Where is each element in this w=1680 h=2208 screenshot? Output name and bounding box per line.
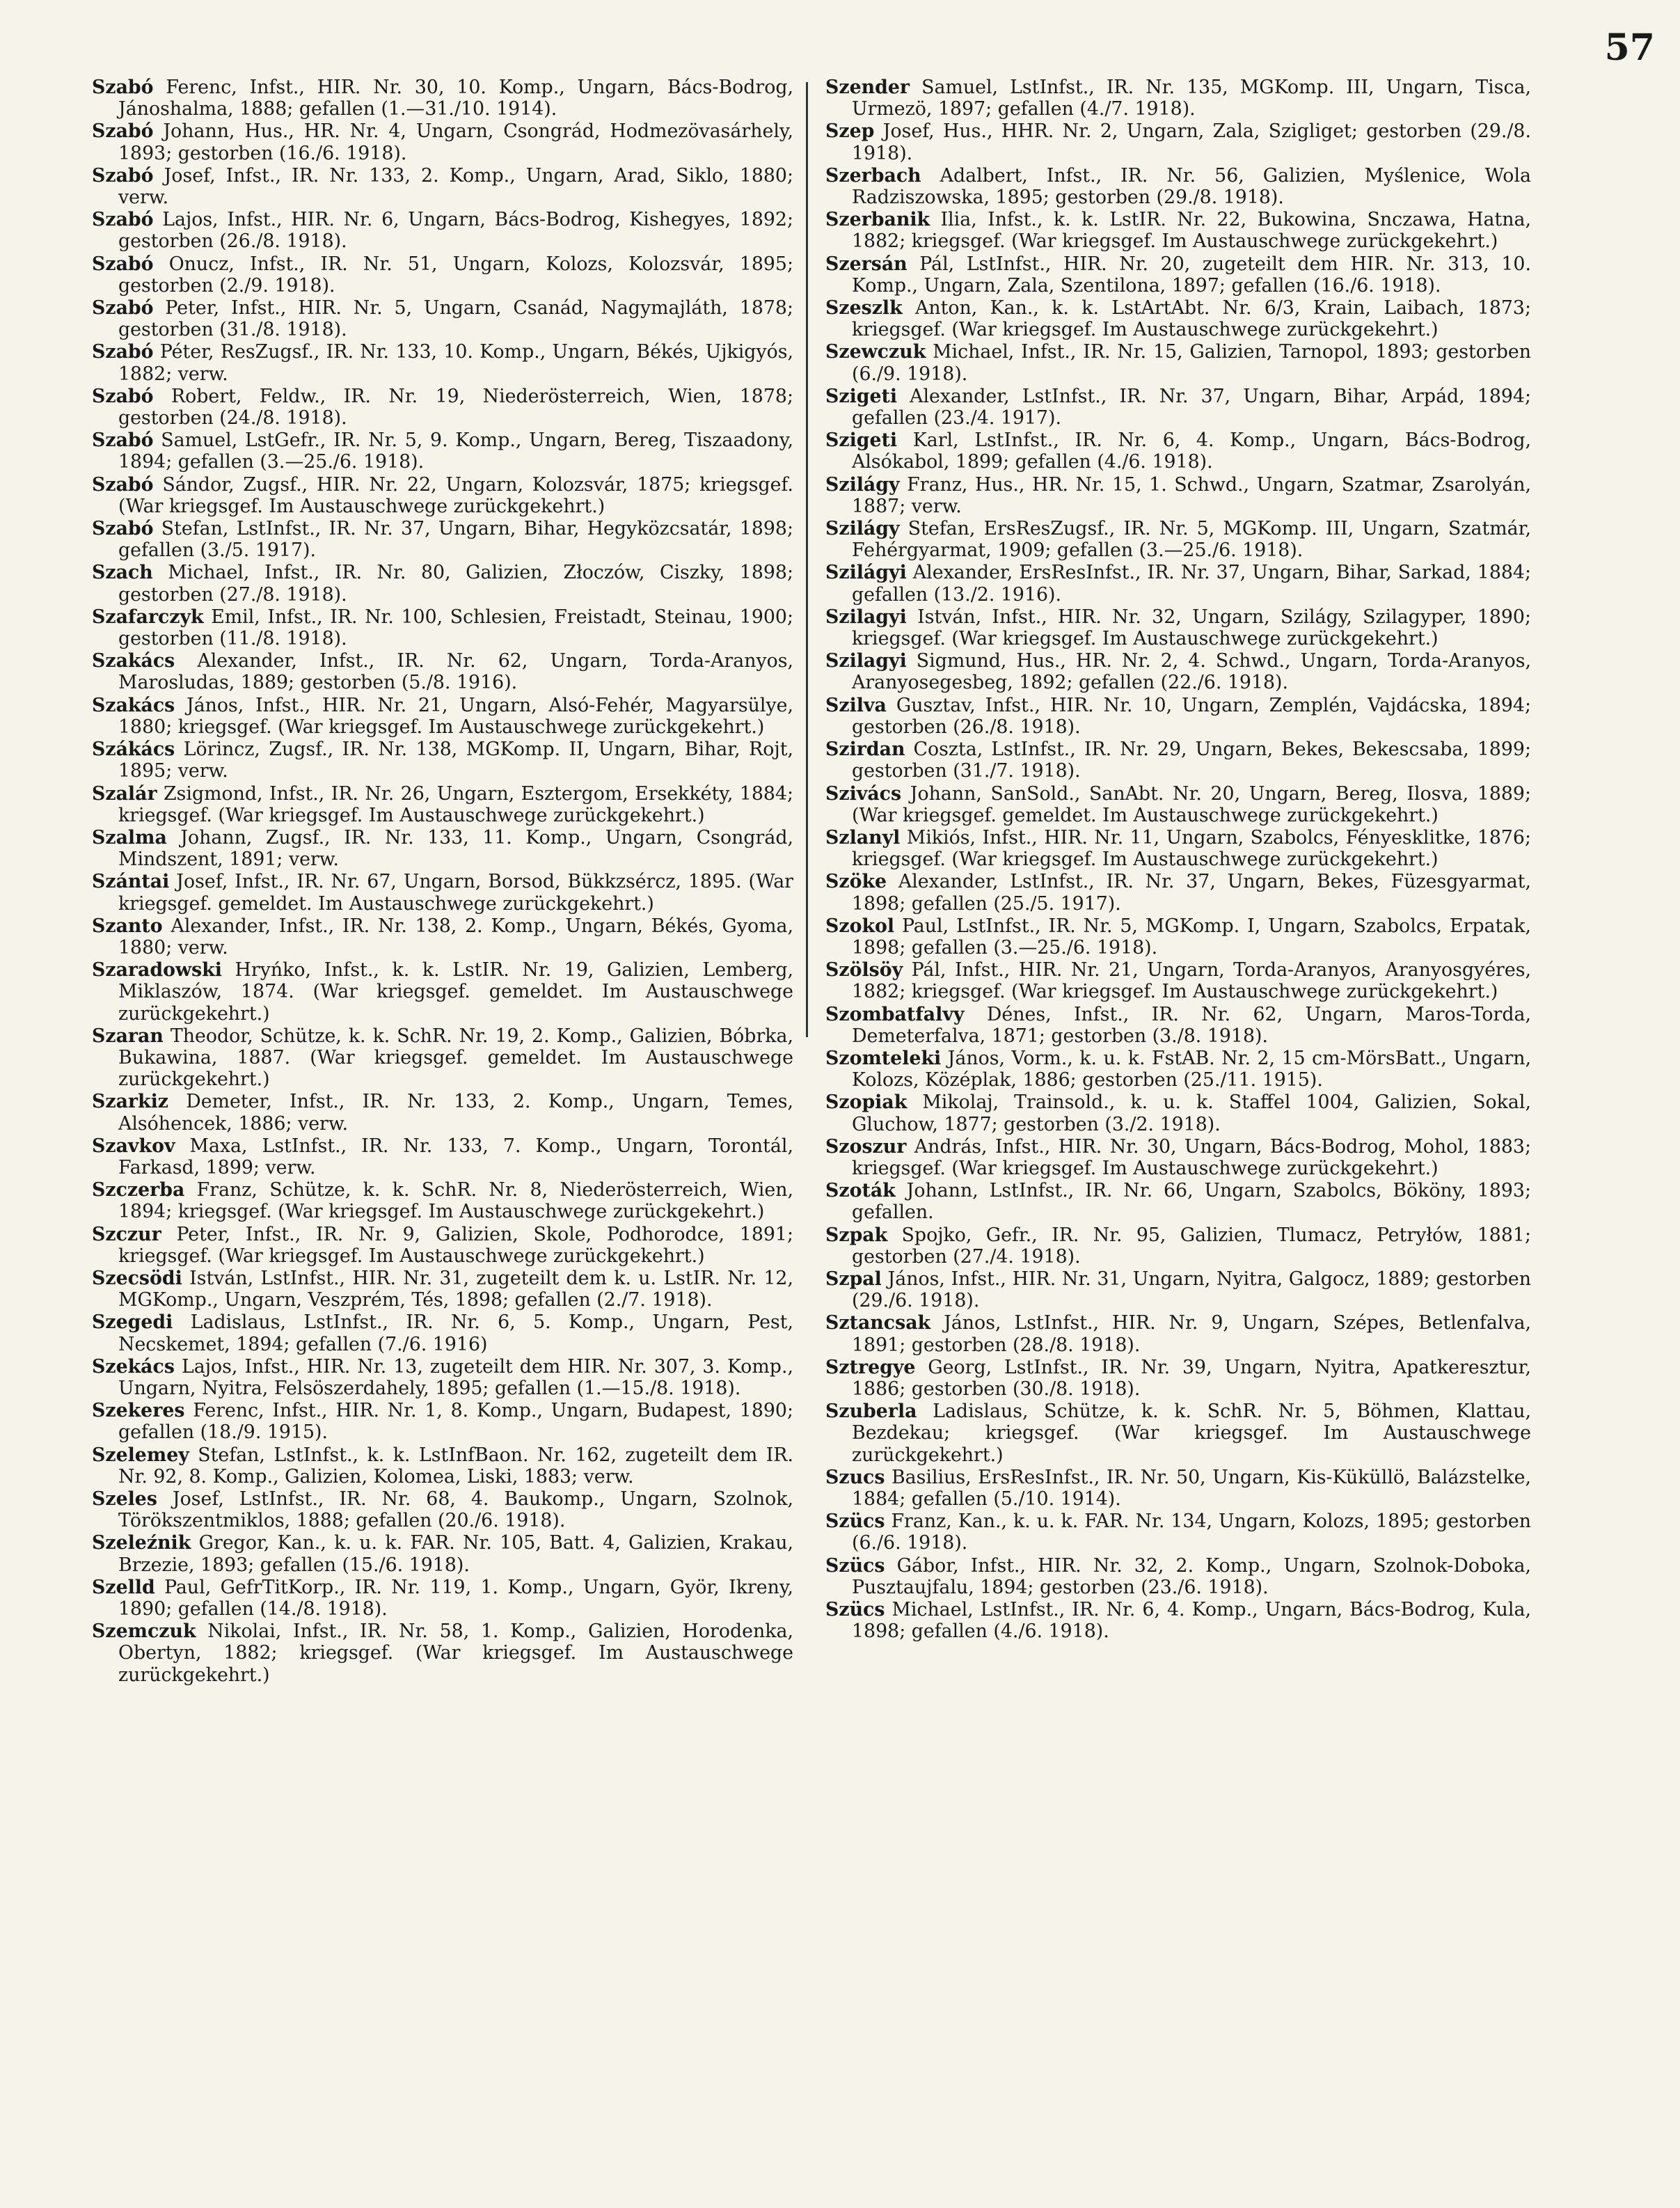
entry-surname: Szach bbox=[92, 562, 153, 584]
entry-surname: Szabó bbox=[92, 77, 154, 98]
entry-details: Ferenc, Infst., HIR. Nr. 30, 10. Komp., Ungarn, Bács-Bodrog, Jánoshalma, 1888; gefallen (1.—31./10. 1914). bbox=[118, 77, 793, 120]
entry-details: János, Vorm., k. u. k. FstAB. Nr. 2, 15 cm-MörsBatt., Ungarn, Kolozs, Középlak, 1886; gestorben (25./11. 1915). bbox=[852, 1047, 1531, 1091]
entry-details: Sigmund, Hus., HR. Nr. 2, 4. Schwd., Ungarn, Torda-Aranyos, Aranyosegesbeg, 1892; gefallen (22./6. 1918). bbox=[852, 650, 1531, 694]
entry-details: Ferenc, Infst., HIR. Nr. 1, 8. Komp., Ungarn, Budapest, 1890; gefallen (18./9. 1915). bbox=[118, 1400, 793, 1444]
list-entry bbox=[825, 1401, 1531, 1466]
list-entry bbox=[825, 120, 1531, 164]
entry-details: Josef, Infst., IR. Nr. 67, Ungarn, Borsod, Bükkzsércz, 1895. (War kriegsgef. gemeldet. Im Austauschwege zurückgekehrt.) bbox=[118, 871, 793, 915]
entry-details: Gusztav, Infst., HIR. Nr. 10, Ungarn, Zemplén, Vajdácska, 1894; gestorben (26./8. 1918). bbox=[852, 694, 1531, 738]
list-entry bbox=[825, 562, 1531, 605]
list-entry bbox=[825, 429, 1531, 473]
entry-surname: Szabó bbox=[92, 164, 154, 187]
entry-surname: Szemczuk bbox=[92, 1620, 196, 1643]
entry-details: Coszta, LstInfst., IR. Nr. 29, Ungarn, Bekes, Bekescsaba, 1899; gestorben (31./7. 1918). bbox=[852, 739, 1531, 782]
entry-surname: Szerbach bbox=[825, 164, 921, 187]
list-entry bbox=[825, 1357, 1531, 1400]
list-entry bbox=[825, 739, 1531, 782]
list-entry bbox=[92, 1488, 793, 1531]
entry-surname: Szopiak bbox=[825, 1091, 908, 1114]
entry-surname: Szirdan bbox=[825, 739, 905, 761]
list-entry bbox=[92, 209, 793, 252]
list-entry bbox=[92, 695, 793, 738]
entry-surname: Szeles bbox=[92, 1488, 157, 1510]
list-entry bbox=[825, 1091, 1531, 1135]
entry-details: Spojko, Gefr., IR. Nr. 95, Galizien, Tlumacz, Petryłów, 1881; gestorben (27./4. 1918). bbox=[852, 1224, 1531, 1268]
entry-surname: Szakács bbox=[92, 650, 175, 672]
entry-surname: Szabó bbox=[92, 341, 154, 363]
list-entry bbox=[92, 341, 793, 384]
entry-surname: Szczerba bbox=[92, 1179, 185, 1201]
left-column bbox=[92, 77, 793, 1687]
list-entry bbox=[825, 959, 1531, 1002]
entry-surname: Szaran bbox=[92, 1025, 164, 1047]
list-entry bbox=[92, 1532, 793, 1575]
entry-details: Pál, LstInfst., HIR. Nr. 20, zugeteilt dem HIR. Nr. 313, 10. Komp., Ungarn, Zala, Szentilona, 1897; gefallen (16./6. 1918). bbox=[852, 253, 1531, 297]
list-entry bbox=[825, 695, 1531, 738]
list-entry bbox=[825, 783, 1531, 826]
list-entry bbox=[825, 77, 1531, 120]
entry-details: Mikiós, Infst., HIR. Nr. 11, Ungarn, Szabolcs, Fényesklitke, 1876; kriegsgef. (War kriegsgef. Im Austauschwege zurückgekehrt.) bbox=[852, 826, 1531, 871]
list-entry bbox=[92, 1025, 793, 1091]
list-entry bbox=[825, 1224, 1531, 1268]
entry-details: Emil, Infst., IR. Nr. 100, Schlesien, Freistadt, Steinau, 1900; gestorben (11./8. 1918). bbox=[118, 606, 793, 650]
list-entry bbox=[92, 1135, 793, 1178]
entry-surname: Szabó bbox=[92, 120, 154, 143]
entry-details: Josef, Infst., IR. Nr. 133, 2. Komp., Ungarn, Arad, Siklo, 1880; verw. bbox=[118, 164, 793, 209]
entry-surname: Szekács bbox=[92, 1355, 175, 1378]
entry-details: Franz, Schütze, k. k. SchR. Nr. 8, Niederösterreich, Wien, 1894; kriegsgef. (War kriegsgef. Im Austauschwege zurückgekehrt.) bbox=[118, 1179, 793, 1223]
entry-details: Josef, Hus., HHR. Nr. 2, Ungarn, Zala, Szigliget; gestorben (29./8. 1918). bbox=[852, 120, 1531, 164]
list-entry bbox=[92, 297, 793, 340]
list-entry bbox=[825, 871, 1531, 914]
list-entry bbox=[825, 165, 1531, 208]
entry-details: János, Infst., HIR. Nr. 31, Ungarn, Nyitra, Galgocz, 1889; gestorben (29./6. 1918). bbox=[852, 1268, 1531, 1312]
entry-details: Alexander, LstInfst., IR. Nr. 37, Ungarn, Bekes, Füzesgyarmat, 1898; gefallen (25./5. 1917). bbox=[852, 871, 1531, 915]
entry-details: Michael, Infst., IR. Nr. 15, Galizien, Tarnopol, 1893; gestorben (6./9. 1918). bbox=[852, 341, 1531, 385]
entry-surname: Szalár bbox=[92, 782, 157, 805]
entry-surname: Szafarczyk bbox=[92, 606, 204, 628]
entry-details: Gábor, Infst., HIR. Nr. 32, 2. Komp., Ungarn, Szolnok-Doboka, Pusztaujfalu, 1894; gestorben (23./6. 1918). bbox=[852, 1554, 1531, 1598]
entry-details: Onucz, Infst., IR. Nr. 51, Ungarn, Kolozs, Kolozsvár, 1895; gestorben (2./9. 1918). bbox=[118, 253, 793, 297]
list-entry bbox=[825, 1048, 1531, 1091]
entry-details: Paul, GefrTitKorp., IR. Nr. 119, 1. Komp., Ungarn, Györ, Ikreny, 1890; gefallen (14./8. 1918). bbox=[118, 1576, 793, 1620]
list-entry bbox=[825, 915, 1531, 959]
entry-details: Michael, Infst., IR. Nr. 80, Galizien, Złoczów, Ciszky, 1898; gestorben (27./8. 1918). bbox=[118, 562, 793, 606]
entry-details: Alexander, Infst., IR. Nr. 138, 2. Komp., Ungarn, Békés, Gyoma, 1880; verw. bbox=[118, 915, 793, 959]
list-entry bbox=[92, 165, 793, 208]
entry-surname: Szigeti bbox=[825, 385, 898, 407]
list-entry bbox=[92, 429, 793, 473]
entry-details: Hryńko, Infst., k. k. LstIR. Nr. 19, Galizien, Lemberg, Miklaszów, 1874. (War kriegsgef. gemeldet. Im Austauschwege zurückgekehrt.) bbox=[118, 959, 793, 1025]
entry-surname: Szabó bbox=[92, 209, 154, 231]
list-entry bbox=[825, 1180, 1531, 1223]
list-entry bbox=[825, 1136, 1531, 1179]
list-entry bbox=[825, 1511, 1531, 1554]
entry-surname: Szigeti bbox=[825, 429, 898, 452]
entry-surname: Szanto bbox=[92, 915, 163, 937]
entry-details: Nikolai, Infst., IR. Nr. 58, 1. Komp., Galizien, Horodenka, Obertyn, 1882; kriegsgef. (War kriegsgef. Im Austauschwege zurückgekehrt.) bbox=[118, 1620, 793, 1686]
entry-surname: Szöke bbox=[825, 871, 887, 893]
entry-details: Gregor, Kan., k. u. k. FAR. Nr. 105, Batt. 4, Galizien, Krakau, Brzezie, 1893; gefallen (15./6. 1918). bbox=[118, 1532, 793, 1576]
entry-details: Zsigmond, Infst., IR. Nr. 26, Ungarn, Esztergom, Ersekkéty, 1884; kriegsgef. (War kriegsgef. Im Austauschwege zurückgekehrt.) bbox=[118, 782, 793, 826]
list-entry bbox=[92, 1400, 793, 1443]
entry-surname: Szivács bbox=[825, 782, 902, 805]
entry-surname: Szeleźnik bbox=[92, 1532, 191, 1554]
entry-surname: Szuberla bbox=[825, 1401, 917, 1423]
list-entry bbox=[825, 518, 1531, 561]
list-entry bbox=[92, 959, 793, 1025]
list-entry bbox=[825, 1004, 1531, 1047]
list-entry bbox=[92, 827, 793, 870]
entry-details: Alexander, Infst., IR. Nr. 62, Ungarn, Torda-Aranyos, Marosludas, 1889; gestorben (5./8. 1916). bbox=[118, 650, 793, 694]
list-entry bbox=[92, 1091, 793, 1134]
entry-surname: Szender bbox=[825, 77, 910, 98]
list-entry bbox=[92, 1311, 793, 1355]
entry-details: Adalbert, Infst., IR. Nr. 56, Galizien, Myślenice, Wola Radziszowska, 1895; gestorben (29./8. 1918). bbox=[852, 164, 1531, 209]
list-entry bbox=[92, 739, 793, 782]
list-entry bbox=[825, 827, 1531, 870]
entry-surname: Szecsödi bbox=[92, 1267, 182, 1289]
list-entry bbox=[825, 209, 1531, 252]
entry-surname: Szilagyi bbox=[825, 606, 907, 628]
entry-surname: Szoszur bbox=[825, 1135, 907, 1158]
entry-surname: Szántai bbox=[92, 871, 170, 893]
entry-details: Peter, Infst., IR. Nr. 9, Galizien, Skole, Podhorodce, 1891; kriegsgef. (War kriegsgef. Im Austauschwege zurückgekehrt.) bbox=[118, 1223, 793, 1267]
entry-details: János, Infst., HIR. Nr. 21, Ungarn, Alsó-Fehér, Magyarsülye, 1880; kriegsgef. (War kriegsgef. Im Austauschwege zurückgekehrt.) bbox=[118, 694, 793, 738]
entry-details: Alexander, ErsResInfst., IR. Nr. 37, Ungarn, Bihar, Sarkad, 1884; gefallen (13./2. 1916). bbox=[852, 562, 1531, 606]
entry-surname: Szczur bbox=[92, 1223, 161, 1245]
entry-details: Peter, Infst., HIR. Nr. 5, Ungarn, Csanád, Nagymajláth, 1878; gestorben (31./8. 1918). bbox=[118, 297, 793, 341]
list-entry bbox=[92, 1179, 793, 1222]
list-entry bbox=[92, 871, 793, 914]
entry-details: Sándor, Zugsf., HIR. Nr. 22, Ungarn, Kolozsvár, 1875; kriegsgef. (War kriegsgef. Im Austauschwege zurückgekehrt.) bbox=[118, 473, 793, 517]
entry-details: István, Infst., HIR. Nr. 32, Ungarn, Szilágy, Szilagyper, 1890; kriegsgef. (War kriegsgef. Im Austauschwege zurückgekehrt.) bbox=[852, 606, 1531, 650]
entry-details: Johann, Zugsf., IR. Nr. 133, 11. Komp., Ungarn, Csongrád, Mindszent, 1891; verw. bbox=[118, 826, 793, 871]
list-entry bbox=[92, 1577, 793, 1620]
entry-surname: Szabó bbox=[92, 473, 154, 496]
list-entry bbox=[92, 915, 793, 959]
entry-details: Anton, Kan., k. k. LstArtAbt. Nr. 6/3, Krain, Laibach, 1873; kriegsgef. (War kriegsgef. Im Austauschwege zurückgekehrt.) bbox=[852, 297, 1531, 341]
list-entry bbox=[92, 1620, 793, 1686]
entry-details: Franz, Kan., k. u. k. FAR. Nr. 134, Ungarn, Kolozs, 1895; gestorben (6./6. 1918). bbox=[852, 1511, 1531, 1554]
entry-details: Demeter, Infst., IR. Nr. 133, 2. Komp., Ungarn, Temes, Alsóhencek, 1886; verw. bbox=[118, 1091, 793, 1135]
entry-surname: Szelemey bbox=[92, 1444, 189, 1466]
entry-surname: Szavkov bbox=[92, 1135, 175, 1157]
entry-details: Johann, LstInfst., IR. Nr. 66, Ungarn, Szabolcs, Bököny, 1893; gefallen. bbox=[852, 1180, 1531, 1224]
entry-surname: Szabó bbox=[92, 385, 154, 407]
entry-surname: Szücs bbox=[825, 1511, 885, 1533]
entry-details: Georg, LstInfst., IR. Nr. 39, Ungarn, Nyitra, Apatkeresztur, 1886; gestorben (30./8. 1918). bbox=[852, 1356, 1531, 1400]
entry-surname: Szelld bbox=[92, 1576, 155, 1598]
list-entry bbox=[92, 1224, 793, 1267]
column-divider bbox=[806, 82, 808, 1037]
entry-surname: Sztancsak bbox=[825, 1312, 931, 1334]
list-entry bbox=[92, 650, 793, 693]
right-column bbox=[825, 77, 1531, 1643]
entry-surname: Szewczuk bbox=[825, 341, 926, 363]
entry-surname: Szilágy bbox=[825, 473, 900, 496]
entry-details: Stefan, LstInfst., IR. Nr. 37, Ungarn, Bihar, Hegyközcsatár, 1898; gefallen (3./5. 1917). bbox=[118, 518, 793, 562]
entry-details: Ilia, Infst., k. k. LstIR. Nr. 22, Bukowina, Snczawa, Hatna, 1882; kriegsgef. (War kriegsgef. Im Austauschwege zurückgekehrt.) bbox=[852, 209, 1531, 253]
entry-surname: Szakács bbox=[92, 694, 175, 716]
entry-details: János, LstInfst., HIR. Nr. 9, Ungarn, Szépes, Betlenfalva, 1891; gestorben (28./8. 1918). bbox=[852, 1312, 1531, 1356]
entry-details: Josef, LstInfst., IR. Nr. 68, 4. Baukomp., Ungarn, Szolnok, Törökszentmiklos, 1888; gefallen (20./6. 1918). bbox=[118, 1488, 793, 1532]
entry-details: Theodor, Schütze, k. k. SchR. Nr. 19, 2. Komp., Galizien, Bóbrka, Bukawina, 1887. (War kriegsgef. gemeldet. Im Austauschwege zurückgekehrt.) bbox=[118, 1025, 793, 1091]
list-entry bbox=[825, 606, 1531, 649]
entry-surname: Szucs bbox=[825, 1466, 885, 1488]
list-entry bbox=[825, 253, 1531, 297]
entry-surname: Szersán bbox=[825, 253, 908, 275]
entry-details: Lajos, Infst., HIR. Nr. 13, zugeteilt dem HIR. Nr. 307, 3. Komp., Ungarn, Nyitra, Felsöszerdahely, 1895; gefallen (1.—15./8. 1918). bbox=[118, 1355, 793, 1399]
entry-surname: Szabó bbox=[92, 297, 154, 320]
list-entry bbox=[92, 518, 793, 561]
entry-details: Franz, Hus., HR. Nr. 15, 1. Schwd., Ungarn, Szatmar, Zsarolyán, 1887; verw. bbox=[852, 473, 1531, 517]
list-entry bbox=[92, 120, 793, 164]
entry-surname: Szombatfalvy bbox=[825, 1003, 965, 1025]
list-entry bbox=[92, 1444, 793, 1488]
entry-details: Stefan, ErsResZugsf., IR. Nr. 5, MGKomp. III, Ungarn, Szatmár, Fehérgyarmat, 1909; gefallen (3.—25./6. 1918). bbox=[852, 518, 1531, 562]
entry-surname: Szeszlk bbox=[825, 297, 903, 320]
entry-surname: Szücs bbox=[825, 1599, 885, 1621]
entry-surname: Szerbanik bbox=[825, 209, 930, 231]
list-entry bbox=[825, 1312, 1531, 1355]
entry-details: Paul, LstInfst., IR. Nr. 5, MGKomp. I, Ungarn, Szabolcs, Erpatak, 1898; gefallen (3.—25./6. 1918). bbox=[852, 915, 1531, 959]
entry-surname: Szekeres bbox=[92, 1400, 185, 1422]
list-entry bbox=[825, 650, 1531, 693]
list-entry bbox=[92, 1268, 793, 1311]
list-entry bbox=[825, 1555, 1531, 1598]
entry-details: Pál, Infst., HIR. Nr. 21, Ungarn, Torda-Aranyos, Aranyosgyéres, 1882; kriegsgef. (War kriegsgef. Im Austauschwege zurückgekehrt.) bbox=[852, 959, 1531, 1003]
list-entry bbox=[92, 474, 793, 517]
entry-details: András, Infst., HIR. Nr. 30, Ungarn, Bács-Bodrog, Mohol, 1883; kriegsgef. (War kriegsgef. Im Austauschwege zurückgekehrt.) bbox=[852, 1135, 1531, 1179]
entry-details: Karl, LstInfst., IR. Nr. 6, 4. Komp., Ungarn, Bács-Bodrog, Alsókabol, 1899; gefallen (4./6. 1918). bbox=[852, 429, 1531, 473]
entry-surname: Szpal bbox=[825, 1268, 882, 1290]
list-entry bbox=[825, 341, 1531, 384]
entry-details: Mikolaj, Trainsold., k. u. k. Staffel 1004, Galizien, Sokal, Gluchow, 1877; gestorben (3./2. 1918). bbox=[852, 1091, 1531, 1135]
entry-details: Ladislaus, Schütze, k. k. SchR. Nr. 5, Böhmen, Klattau, Bezdekau; kriegsgef. (War kriegsgef. Im Austauschwege zurückgekehrt.) bbox=[852, 1401, 1531, 1466]
entry-surname: Szomteleki bbox=[825, 1047, 942, 1069]
list-entry bbox=[825, 474, 1531, 517]
entry-surname: Szalma bbox=[92, 826, 167, 849]
entry-surname: Szegedi bbox=[92, 1311, 173, 1334]
entry-surname: Szarkiz bbox=[92, 1091, 169, 1113]
list-entry bbox=[92, 562, 793, 605]
entry-details: Maxa, LstInfst., IR. Nr. 133, 7. Komp., Ungarn, Torontál, Farkasd, 1899; verw. bbox=[118, 1135, 793, 1178]
entry-details: Michael, LstInfst., IR. Nr. 6, 4. Komp., Ungarn, Bács-Bodrog, Kula, 1898; gefallen (4./6. 1918). bbox=[852, 1599, 1531, 1643]
entry-surname: Szabó bbox=[92, 253, 154, 275]
list-entry bbox=[92, 253, 793, 297]
list-entry bbox=[92, 386, 793, 429]
entry-surname: Szlanyl bbox=[825, 826, 901, 849]
list-entry bbox=[825, 1599, 1531, 1642]
entry-details: Dénes, Infst., IR. Nr. 62, Ungarn, Maros-Torda, Demeterfalva, 1871; gestorben (3./8. 1918). bbox=[852, 1003, 1531, 1047]
list-entry bbox=[92, 606, 793, 649]
entry-details: Samuel, LstGefr., IR. Nr. 5, 9. Komp., Ungarn, Bereg, Tiszaadony, 1894; gefallen (3.—25./6. 1918). bbox=[118, 429, 793, 473]
list-entry bbox=[825, 1268, 1531, 1311]
entry-surname: Szücs bbox=[825, 1554, 885, 1577]
entry-surname: Szep bbox=[825, 120, 875, 143]
entry-details: Alexander, LstInfst., IR. Nr. 37, Ungarn, Bihar, Arpád, 1894; gefallen (23./4. 1917). bbox=[852, 385, 1531, 429]
entry-surname: Szilagyi bbox=[825, 650, 907, 672]
entry-surname: Szoták bbox=[825, 1180, 896, 1202]
entry-surname: Szabó bbox=[92, 518, 154, 540]
entry-surname: Sztregye bbox=[825, 1356, 916, 1378]
list-entry bbox=[825, 297, 1531, 340]
list-entry bbox=[825, 386, 1531, 429]
entry-details: Lörincz, Zugsf., IR. Nr. 138, MGKomp. II, Ungarn, Bihar, Rojt, 1895; verw. bbox=[118, 739, 793, 782]
entry-details: Lajos, Infst., HIR. Nr. 6, Ungarn, Bács-Bodrog, Kishegyes, 1892; gestorben (26./8. 1918). bbox=[118, 209, 793, 253]
entry-details: Ladislaus, LstInfst., IR. Nr. 6, 5. Komp., Ungarn, Pest, Necskemet, 1894; gefallen (7./6. 1916) bbox=[118, 1311, 793, 1355]
page-number: 57 bbox=[1604, 26, 1655, 69]
entry-surname: Szokol bbox=[825, 915, 895, 937]
entry-details: Péter, ResZugsf., IR. Nr. 133, 10. Komp., Ungarn, Békés, Ujkigyós, 1882; verw. bbox=[118, 341, 793, 385]
entry-details: Samuel, LstInfst., IR. Nr. 135, MGKomp. III, Ungarn, Tisca, Urmezö, 1897; gefallen (4./7. 1918). bbox=[852, 77, 1531, 120]
entry-details: Johann, SanSold., SanAbt. Nr. 20, Ungarn, Bereg, Ilosva, 1889; (War kriegsgef. gemeldet. Im Austauschwege zurückgekehrt.) bbox=[852, 782, 1531, 826]
entry-surname: Szabó bbox=[92, 429, 154, 452]
list-entry bbox=[92, 77, 793, 120]
entry-surname: Szaradowski bbox=[92, 959, 222, 981]
entry-details: Robert, Feldw., IR. Nr. 19, Niederösterreich, Wien, 1878; gestorben (24./8. 1918). bbox=[118, 385, 793, 429]
list-entry bbox=[92, 783, 793, 826]
entry-surname: Szilágy bbox=[825, 518, 900, 540]
list-entry bbox=[825, 1467, 1531, 1510]
entry-surname: Szölsöy bbox=[825, 959, 903, 981]
entry-surname: Szilva bbox=[825, 694, 887, 716]
entry-details: Stefan, LstInfst., k. k. LstInfBaon. Nr. 162, zugeteilt dem IR. Nr. 92, 8. Komp., Galizien, Kolomea, Liski, 1883; verw. bbox=[118, 1444, 793, 1488]
entry-surname: Szpak bbox=[825, 1224, 888, 1246]
entry-details: István, LstInfst., HIR. Nr. 31, zugeteilt dem k. u. LstIR. Nr. 12, MGKomp., Ungarn, Veszprém, Tés, 1898; gefallen (2./7. 1918). bbox=[118, 1267, 793, 1311]
list-entry bbox=[92, 1356, 793, 1399]
entry-surname: Szilágyi bbox=[825, 562, 907, 584]
entry-details: Basilius, ErsResInfst., IR. Nr. 50, Ungarn, Kis-Küküllö, Balázstelke, 1884; gefallen (5./10. 1914). bbox=[852, 1466, 1531, 1510]
entry-details: Johann, Hus., HR. Nr. 4, Ungarn, Csongrád, Hodmezövasárhely, 1893; gestorben (16./6. 1918). bbox=[118, 120, 793, 164]
entry-surname: Szákács bbox=[92, 739, 175, 761]
